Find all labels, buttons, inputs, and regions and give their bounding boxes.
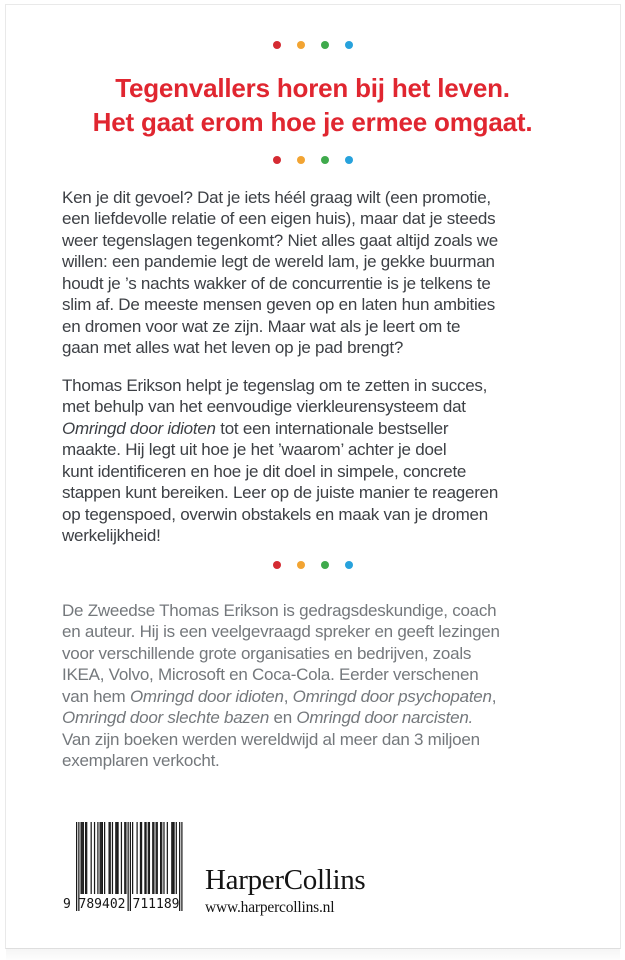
harpercollins-logo: HarperCollins [205, 864, 366, 896]
barcode-bar [173, 822, 174, 894]
color-dot-green-icon [321, 41, 329, 49]
barcode-bar [94, 822, 95, 894]
barcode-digits-right: 711189 [132, 897, 180, 912]
four-color-dots-divider-bottom [0, 561, 625, 569]
color-dot-red-icon [273, 41, 281, 49]
text-line: exemplaren verkocht. [62, 751, 220, 771]
barcode-bar [132, 822, 133, 894]
text-line: slim af. De meeste mensen geven op en laten hun ambities [62, 295, 495, 315]
tagline-line-1: Tegenvallers horen bij het leven. [115, 73, 510, 103]
barcode-bar [83, 822, 84, 894]
barcode-bar [121, 822, 122, 894]
color-dot-yellow-icon [297, 561, 305, 569]
text-line: De Zweedse Thomas Erikson is gedragsdeskundige, coach [62, 601, 497, 620]
text-line: maakte. Hij legt uit hoe je het ’waarom’ achter je doel [62, 440, 447, 460]
color-dot-blue-icon [345, 156, 353, 164]
text-line: willen: een pandemie legt de wereld lam, je gekke buurman [62, 252, 495, 272]
color-dot-yellow-icon [297, 156, 305, 164]
barcode-digits-left: 789402 [78, 897, 126, 912]
barcode-bar [141, 822, 142, 894]
barcode-bar [124, 822, 125, 894]
barcode-bar [149, 822, 150, 894]
publisher-block [205, 863, 365, 917]
text-line: en dromen voor wat ze zijn. Maar wat als je leert om te [62, 316, 461, 336]
text-line: Thomas Erikson helpt je tegenslag om te zetten in succes, [62, 376, 488, 395]
text-line: houdt je ’s nachts wakker of de concurrentie is je telkens te [62, 273, 491, 293]
tagline [0, 72, 625, 139]
barcode-bar [110, 822, 111, 894]
barcode-bar [108, 822, 109, 894]
barcode-bar [140, 822, 141, 894]
text-line: Van zijn boeken werden wereldwijd al meer dan 3 miljoen [62, 729, 480, 749]
barcode-bar [125, 822, 126, 894]
barcode-bar [104, 822, 105, 894]
text-line: een liefdevolle relatie of een eigen huis), maar dat je steeds [62, 209, 496, 229]
barcode-bar [112, 822, 113, 894]
barcode-bar [148, 822, 149, 894]
tagline-line-2: Het gaat erom hoe je ermee omgaat. [92, 106, 533, 137]
color-dot-red-icon [273, 561, 281, 569]
barcode-bar [144, 822, 145, 894]
color-dot-yellow-icon [297, 41, 305, 49]
text-line: voor verschillende grote organisaties en bedrijven, zoals [62, 643, 472, 663]
four-color-dots-divider-top [0, 41, 625, 49]
paragraph-intro [62, 187, 498, 359]
text-line: met behulp van het eenvoudige vierkleurensysteem dat [62, 397, 466, 417]
barcode-bar [115, 822, 116, 894]
barcode-bar [157, 822, 158, 894]
barcode-bar [97, 822, 98, 894]
text-line: Ken je dit gevoel? Dat je iets héél graag wilt (een promotie, [62, 188, 491, 207]
barcode-bar [101, 822, 102, 894]
text-line: van hem Omringd door idioten, Omringd door psychopaten, [62, 686, 497, 706]
barcode-number [63, 897, 185, 913]
color-dot-green-icon [321, 156, 329, 164]
barcode-bar [156, 822, 157, 894]
barcode-bar [145, 822, 146, 894]
text-line: stappen kunt bereiken. Leer op de juiste manier te reageren [62, 483, 499, 503]
publisher-website: www.harpercollins.nl [205, 899, 335, 916]
barcode-bar [152, 822, 153, 894]
color-dot-green-icon [321, 561, 329, 569]
four-color-dots-divider-middle [0, 156, 625, 164]
barcode-bar [117, 822, 118, 894]
barcode-bar [82, 822, 83, 894]
barcode-bar [171, 822, 172, 894]
text-line: werkelijkheid! [62, 526, 161, 546]
barcode-bar [153, 822, 154, 894]
cover-bottom-shadow [6, 949, 620, 960]
barcode-bar [176, 822, 177, 894]
barcode-bar [161, 822, 162, 894]
text-line: kunt identificeren en hoe je dit doel in simpele, concrete [62, 461, 467, 481]
barcode-bar [100, 822, 101, 894]
barcode-bar [167, 822, 168, 894]
text-line: weer tegenslagen tegenkomt? Niet alles gaat altijd zoals we [62, 230, 499, 250]
text-line: gaan met alles wat het leven op je pad brengt? [62, 338, 404, 358]
barcode-bar [91, 822, 92, 894]
paragraph-about-book [62, 375, 498, 547]
color-dot-red-icon [273, 156, 281, 164]
text-line: op tegenspoed, overwin obstakels en maak van je dromen [62, 504, 488, 524]
text-line: en auteur. Hij is een veelgevraagd spreker en geeft lezingen [62, 622, 500, 642]
barcode-bar [116, 822, 117, 894]
paragraph-author-bio [62, 600, 500, 772]
barcode-bar [85, 822, 86, 894]
ean13-barcode [63, 822, 185, 917]
barcode-bar [136, 822, 137, 894]
barcode-bar [172, 822, 173, 894]
barcode-bar [86, 822, 87, 894]
text-line: IKEA, Volvo, Microsoft en Coca-Cola. Eerder verschenen [62, 665, 479, 685]
barcode-bar [160, 822, 161, 894]
barcode-bar [163, 822, 164, 894]
text-line: Omringd door slechte bazen en Omringd door narcisten. [62, 708, 474, 728]
color-dot-blue-icon [345, 41, 353, 49]
barcode-bar [102, 822, 103, 894]
barcode-bar [80, 822, 81, 894]
barcode-digit-first: 9 [63, 897, 71, 912]
color-dot-blue-icon [345, 561, 353, 569]
text-line: Omringd door idioten tot een internationale bestseller [62, 418, 449, 438]
